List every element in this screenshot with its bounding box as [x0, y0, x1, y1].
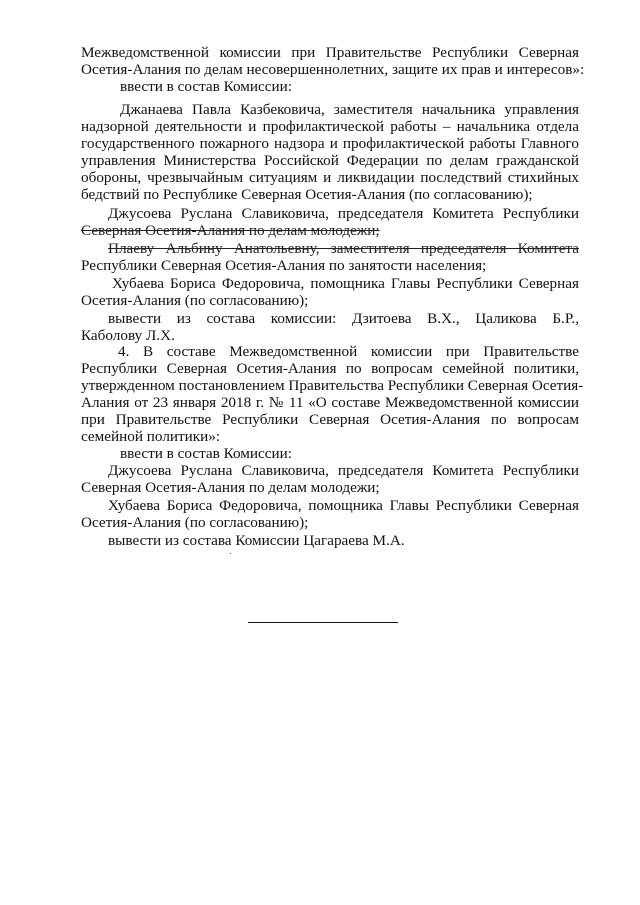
- text-line: государственного пожарного надзора и профилактической работы Главного: [81, 135, 579, 152]
- text-line: Хубаева Бориса Федоровича, помощника Главы Республики Северная: [108, 497, 579, 514]
- text-line: вывести из состава Комиссии Цагараева М.А.: [108, 532, 405, 549]
- text-line: управления Министерства Российской Федерации по делам гражданской: [81, 152, 579, 169]
- text-line: Осетия-Алания по делам несовершеннолетних, защите их прав и интересов»:: [81, 61, 585, 78]
- text-line: семейной политики»:: [81, 428, 221, 445]
- text-line: утвержденном постановлением Правительства Республики Северная Осетия-: [81, 377, 584, 394]
- text-line: Межведомственной комиссии при Правительстве Республики Северная: [81, 44, 579, 61]
- text-line: 4. В составе Межведомственной комиссии при Правительстве: [118, 343, 579, 360]
- text-line: Осетия-Алания (по согласованию);: [81, 292, 309, 309]
- text-line: Республики Северная Осетия-Алания по вопросам семейной политики,: [81, 360, 579, 377]
- text-line: Джанаева Павла Казбековича, заместителя начальника управления: [120, 101, 579, 118]
- struck-text-line: Северная Осетия-Алания по делам молодежи;: [81, 222, 380, 239]
- scan-speck: [230, 553, 231, 554]
- text-line: Каболову Л.Х.: [81, 327, 175, 344]
- text-line: вывести из состава комиссии: Дзитоева В.Х., Цаликова Б.Р.,: [108, 310, 579, 327]
- text-line: обороны, чрезвычайным ситуациям и ликвидации последствий стихийных: [81, 169, 579, 186]
- text-line: Джусоева Руслана Славиковича, председателя Комитета Республики: [108, 205, 579, 222]
- text-line: Северная Осетия-Алания по делам молодежи;: [81, 479, 380, 496]
- text-line: при Правительстве Республики Северная Осетия-Алания по вопросам: [81, 411, 579, 428]
- text-line: ввести в состав Комиссии:: [120, 78, 293, 95]
- text-line: Республики Северная Осетия-Алания по занятости населения;: [81, 257, 487, 274]
- text-line: Джусоева Руслана Славиковича, председателя Комитета Республики: [108, 462, 579, 479]
- closing-separator-line: [248, 622, 398, 623]
- text-line: бедствий по Республике Северная Осетия-Алания (по согласованию);: [81, 186, 533, 203]
- text-line: Осетия-Алания (по согласованию);: [81, 514, 309, 531]
- text-line: ввести в состав Комиссии:: [120, 445, 293, 462]
- struck-text-line: Плаеву Альбину Анатольевну, заместителя председателя Комитета: [108, 240, 579, 257]
- text-line: Хубаева Бориса Федоровича, помощника Главы Республики Северная: [112, 275, 579, 292]
- text-line: Алания от 23 января 2018 г. № 11 «О составе Межведомственной комиссии: [81, 394, 579, 411]
- text-line: надзорной деятельности и профилактической работы – начальника отдела: [81, 118, 579, 135]
